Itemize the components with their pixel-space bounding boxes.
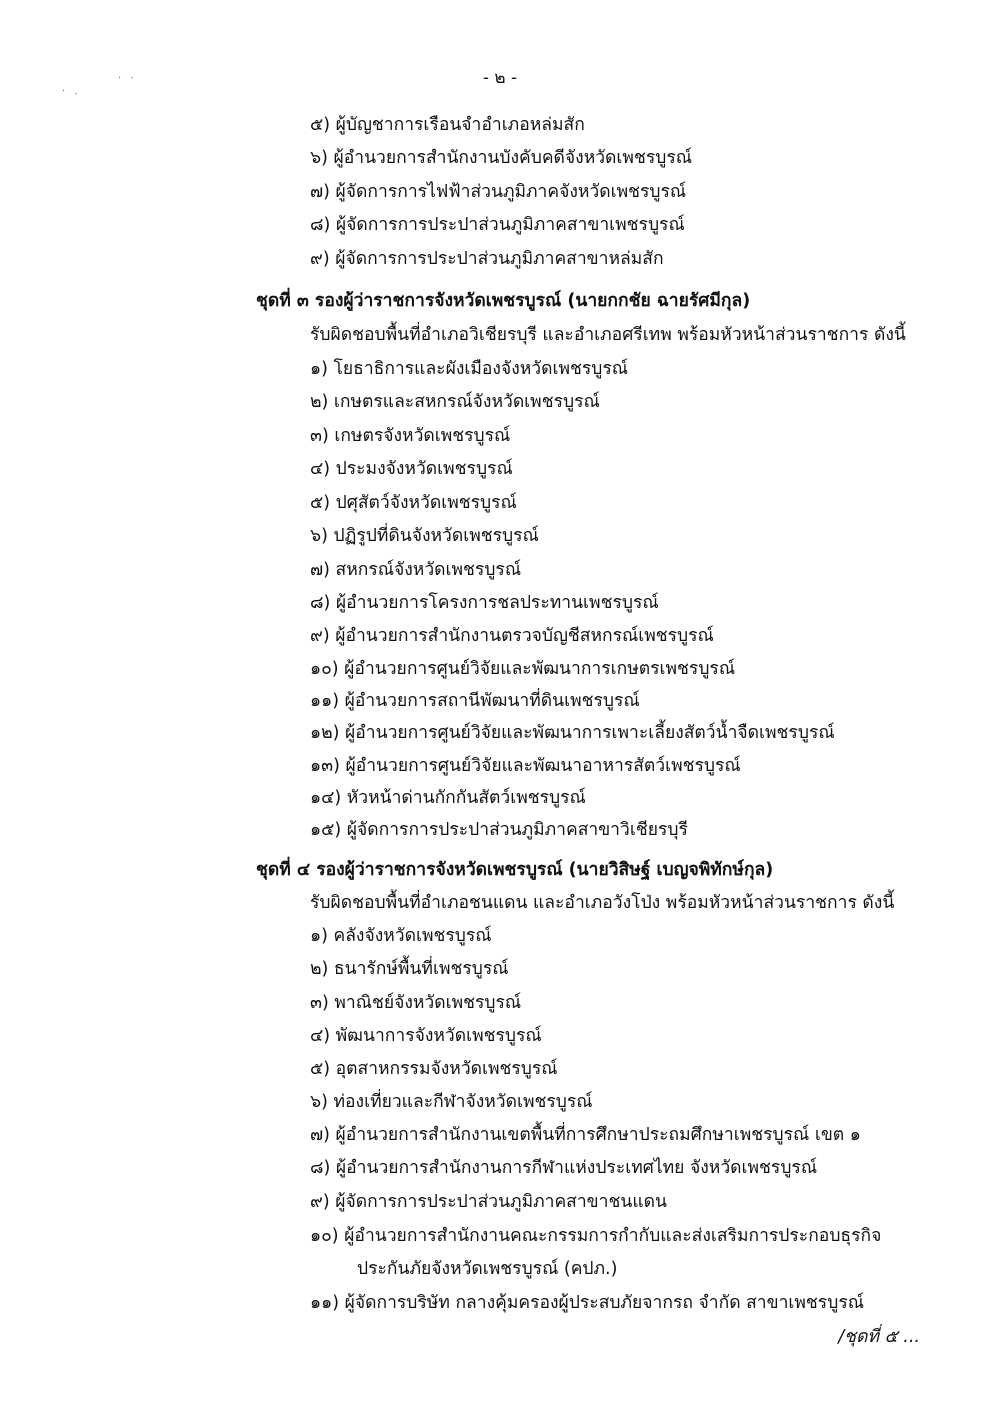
list-item: ๑๑) ผู้จัดการบริษัท กลางคุ้มครองผู้ประสบภัยจากรถ จำกัด สาขาเพชรบูรณ์ bbox=[310, 1293, 864, 1313]
list-item: ๕) อุตสาหกรรมจังหวัดเพชรบูรณ์ bbox=[310, 1059, 558, 1079]
list-item: ๗) ผู้อำนวยการสำนักงานเขตพื้นที่การศึกษาประถมศึกษาเพชรบูรณ์ เขต ๑ bbox=[310, 1125, 861, 1145]
list-item: ๘) ผู้อำนวยการโครงการชลประทานเพชรบูรณ์ bbox=[310, 593, 659, 613]
list-item: ๕) ปศุสัตว์จังหวัดเพชรบูรณ์ bbox=[310, 493, 517, 513]
list-item: ๑๐) ผู้อำนวยการสำนักงานคณะกรรมการกำกับและส่งเสริมการประกอบธุรกิจ bbox=[310, 1226, 882, 1246]
list-item: ๕) ผู้บัญชาการเรือนจำอำเภอหล่มสัก bbox=[310, 115, 585, 135]
list-item: ๙) ผู้จัดการการประปาส่วนภูมิภาคสาขาหล่มสัก bbox=[310, 249, 664, 269]
list-item: ๙) ผู้จัดการการประปาส่วนภูมิภาคสาขาชนแดน bbox=[310, 1192, 667, 1212]
list-item: ๖) ผู้อำนวยการสำนักงานบังคับคดีจังหวัดเพชรบูรณ์ bbox=[310, 148, 692, 168]
list-item: ๒) ธนารักษ์พื้นที่เพชรบูรณ์ bbox=[310, 959, 509, 979]
responsibility-text: รับผิดชอบพื้นที่อำเภอวิเชียรบุรี และอำเภอศรีเทพ พร้อมหัวหน้าส่วนราชการ ดังนี้ bbox=[310, 325, 906, 345]
list-item: ๑๓) ผู้อำนวยการศูนย์วิจัยและพัฒนาอาหารสัตว์เพชรบูรณ์ bbox=[310, 756, 741, 776]
list-item: ๒) เกษตรและสหกรณ์จังหวัดเพชรบูรณ์ bbox=[310, 392, 600, 412]
list-item: ๘) ผู้จัดการการประปาส่วนภูมิภาคสาขาเพชรบูรณ์ bbox=[310, 215, 685, 235]
list-item: ๑๒) ผู้อำนวยการศูนย์วิจัยและพัฒนาการเพาะเลี้ยงสัตว์น้ำจืดเพชรบูรณ์ bbox=[310, 723, 835, 743]
list-item: ๓) พาณิชย์จังหวัดเพชรบูรณ์ bbox=[310, 993, 522, 1013]
list-item: ๑๔) หัวหน้าด่านกักกันสัตว์เพชรบูรณ์ bbox=[310, 788, 586, 808]
list-item: ๓) เกษตรจังหวัดเพชรบูรณ์ bbox=[310, 426, 511, 446]
scan-speck: . . bbox=[118, 70, 137, 81]
scan-speck: · . bbox=[62, 86, 81, 97]
list-item: ๗) ผู้จัดการการไฟฟ้าส่วนภูมิภาคจังหวัดเพชรบูรณ์ bbox=[310, 182, 687, 202]
page-number: - ๒ - bbox=[482, 68, 518, 88]
list-item: ๑๑) ผู้อำนวยการสถานีพัฒนาที่ดินเพชรบูรณ์ bbox=[310, 691, 640, 711]
list-item: ๖) ปฏิรูปที่ดินจังหวัดเพชรบูรณ์ bbox=[310, 526, 539, 546]
list-item: ๖) ท่องเที่ยวและกีฬาจังหวัดเพชรบูรณ์ bbox=[310, 1092, 593, 1112]
list-item: ๗) สหกรณ์จังหวัดเพชรบูรณ์ bbox=[310, 560, 522, 580]
list-item: ๘) ผู้อำนวยการสำนักงานการกีฬาแห่งประเทศไทย จังหวัดเพชรบูรณ์ bbox=[310, 1158, 818, 1178]
list-item: ๔) ประมงจังหวัดเพชรบูรณ์ bbox=[310, 459, 513, 479]
list-item: ๑) โยธาธิการและผังเมืองจังหวัดเพชรบูรณ์ bbox=[310, 359, 628, 379]
list-item: ๑) คลังจังหวัดเพชรบูรณ์ bbox=[310, 926, 492, 946]
responsibility-text: รับผิดชอบพื้นที่อำเภอชนแดน และอำเภอวังโป่ง พร้อมหัวหน้าส่วนราชการ ดังนี้ bbox=[310, 893, 895, 913]
list-item: ๑๕) ผู้จัดการการประปาส่วนภูมิภาคสาขาวิเชียรบุรี bbox=[310, 820, 688, 840]
next-page-continuation: /ชุดที่ ๕ ... bbox=[838, 1327, 920, 1347]
list-item: ๑๐) ผู้อำนวยการศูนย์วิจัยและพัฒนาการเกษตรเพชรบูรณ์ bbox=[310, 659, 736, 679]
section-heading-set3: ชุดที่ ๓ รองผู้ว่าราชการจังหวัดเพชรบูรณ์ (นายกกชัย ฉายรัศมีกุล) bbox=[256, 291, 751, 311]
list-item: ๙) ผู้อำนวยการสำนักงานตรวจบัญชีสหกรณ์เพชรบูรณ์ bbox=[310, 626, 714, 646]
list-item: ๔) พัฒนาการจังหวัดเพชรบูรณ์ bbox=[310, 1026, 542, 1046]
section-heading-set4: ชุดที่ ๔ รองผู้ว่าราชการจังหวัดเพชรบูรณ์ (นายวิสิษฐ์ เบญจพิทักษ์กุล) bbox=[256, 860, 774, 880]
list-item-continuation: ประกันภัยจังหวัดเพชรบูรณ์ (คปภ.) bbox=[357, 1259, 618, 1279]
